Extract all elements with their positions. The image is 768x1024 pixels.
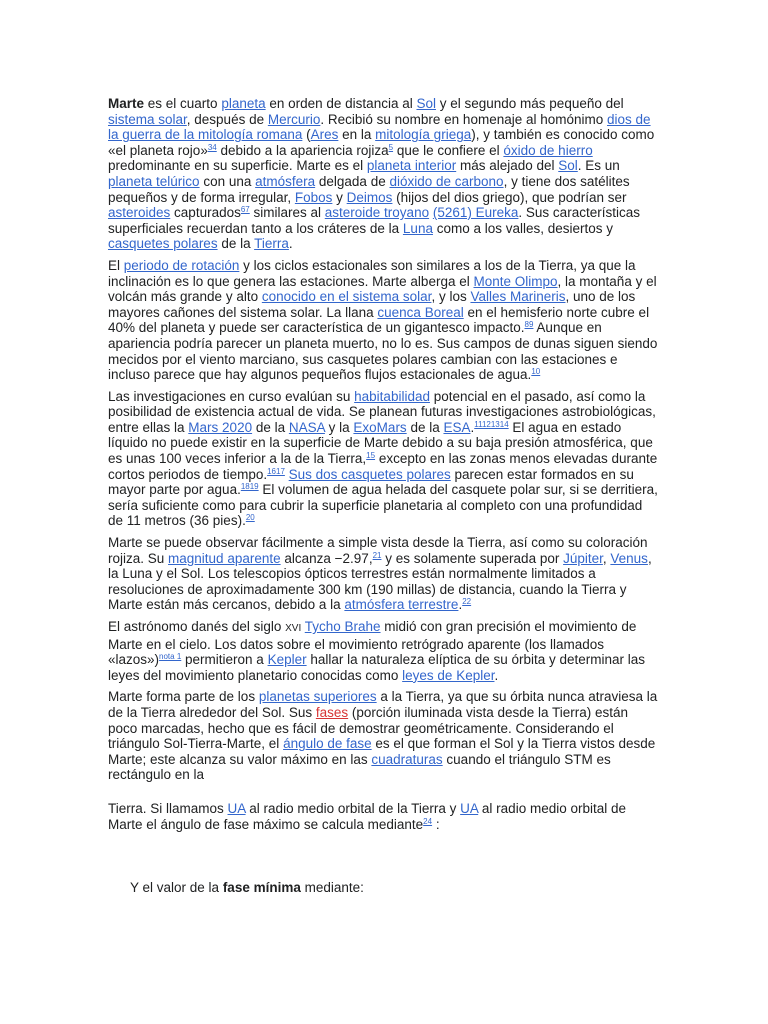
link-júpiter[interactable]: Júpiter [563, 550, 603, 566]
reference-link[interactable]: 11121314 [474, 419, 509, 429]
reference-link[interactable]: 67 [240, 205, 250, 215]
reference-link[interactable]: 1617 [267, 466, 285, 476]
link-sistema-solar[interactable]: sistema solar [108, 111, 187, 127]
article-body [108, 96, 660, 896]
reference-superscript [462, 597, 471, 606]
link-planeta[interactable]: planeta [221, 96, 266, 111]
reference-superscript [246, 513, 255, 522]
paragraph-rotation: El periodo de rotación y los ciclos estacionales son similares a los de la Tierra, ya que la inclinación es lo que genera las estaciones. Marte alberga el Monte Olimpo, la montaña y el volcán más grande y alto conocido en el sistema solar, y los Valles Marineris, uno de los mayores cañones del sistema solar. La llana cuenca Boreal en el hemisferio norte cubre el 40% del planeta y puede ser característica de un gigantesco impacto.$^{89}$ Aunque en apariencia podría parecer un planeta muerto, no lo es. Sus campos de dunas siguen siendo mecidos por el viento marciano, sus casquetes polares cambian con las estaciones e incluso parece que hay algunos pequeños flujos estacionales de agua.$^{10}$ [108, 257, 658, 383]
link-5261-eureka[interactable]: (5261) Eureka [432, 205, 519, 221]
link-sus-dos-casquetes-polares[interactable]: Sus dos casquetes polares [288, 466, 451, 482]
link-planeta-interior[interactable]: planeta interior [366, 158, 457, 174]
paragraph-phases: Marte forma parte de los planetas superiores a la Tierra, ya que su órbita nunca atraviesa la de la Tierra alrededor del Sol. Sus fases (porción iluminada vista desde la Tierra) están poco marcadas, hecho que es fácil de demostrar geométricamente. Considerando el triángulo Sol-Tierra-Marte, el ángulo de fase es el que forman el Sol y la Tierra vistos desde Marte; este alcanza su valor máximo en las cuadraturas cuando el triángulo STM es rectángulo en la [108, 689, 658, 783]
bold-term: fase mínima [222, 880, 301, 896]
reference-superscript [267, 467, 285, 476]
paragraph-habitability: Las investigaciones en curso evalúan su habitabilidad potencial en el pasado, así como la posibilidad de existencia actual de vida. Se planean futuras investigaciones astrobiológicas, entre ellas la Mars 2020 de la NASA y la ExoMars de la ESA.$^{11121314}$ El agua en estado líquido no puede existir en la superficie de Marte debido a su baja presión atmosférica, que es unas 100 veces inferior a la de la Tierra,$^{15}$ excepto en las zonas menos elevadas durante cortos periodos de tiempo.$^{1617}$ Sus dos casquetes polares parecen estar formados en su mayor parte por agua.$^{1819}$ El volumen de agua helada del casquete polar sur, si se derritiera, sería suficiente como para cubrir la superficie planetaria al completo con una profundidad de 11 metros (36 pies).$^{20}$ [108, 388, 658, 529]
link-fases[interactable]: fases [315, 704, 349, 720]
link-mitología-griega[interactable]: mitología griega [375, 127, 472, 143]
link-periodo-de-rotación[interactable]: periodo de rotación [123, 257, 240, 273]
link-planeta-telúrico[interactable]: planeta telúrico [108, 173, 200, 189]
link-venus[interactable]: Venus [610, 550, 648, 566]
link-leyes-de-kepler[interactable]: leyes de Kepler [402, 667, 495, 683]
paragraph-intro: Marte es el cuarto planeta en orden de distancia al Sol y el segundo más pequeño del sistema solar, después de Mercurio. Recibió su nombre en homenaje al homónimo dios de la guerra de la mitología romana (Ares en la mitología griega), y también es conocido como «el planeta rojo»$^{34}$ debido a la apariencia rojiza$^5$ que le confiere el óxido de hierro predominante en su superficie. Marte es el planeta interior más alejado del Sol. Es un planeta telúrico con una atmósfera delgada de dióxido de carbono, y tiene dos satélites pequeños y de forma irregular, Fobos y Deimos (hijos del dios griego), que podrían ser asteroides capturados$^{67}$ similares al asteroide troyano (5261) Eureka. Sus características superficiales recuerdan tanto a los cráteres de la Luna como a los valles, desiertos y casquetes polares de la Tierra. [108, 96, 655, 252]
paragraph-tycho-brahe: El astrónomo danés del siglo XVI Tycho Brahe midió con gran precisión el movimiento de Marte en el cielo. Los datos sobre el movimiento retrógrado aparente (los llamados «lazos»)$^{nota 1}$ permitieron a Kepler hallar la naturaleza elíptica de su órbita y determinar las leyes del movimiento planetario conocidas como leyes de Kepler. [108, 619, 646, 683]
reference-superscript [208, 143, 217, 152]
link-ángulo-de-fase[interactable]: ángulo de fase [283, 736, 372, 752]
link-cuadraturas[interactable]: cuadraturas [371, 751, 443, 767]
link-tierra[interactable]: Tierra [254, 236, 289, 252]
reference-link[interactable]: 22 [462, 597, 472, 607]
link-esa[interactable]: ESA [443, 419, 471, 435]
link-dios-de-la-guerra-de-la-mitología-romana[interactable]: dios de la guerra de la mitología romana [108, 111, 651, 143]
reference-superscript [373, 551, 382, 560]
link-habitabilidad[interactable]: habitabilidad [354, 388, 430, 404]
link-dióxido-de-carbono[interactable]: dióxido de carbono [389, 173, 504, 189]
link-sol[interactable]: Sol [558, 158, 578, 174]
link-asteroides[interactable]: asteroides [108, 205, 171, 221]
link-ares[interactable]: Ares [310, 127, 339, 143]
link-fobos[interactable]: Fobos [294, 189, 333, 205]
reference-superscript [241, 482, 259, 491]
link-ua[interactable]: UA [460, 800, 479, 816]
link-monte-olimpo[interactable]: Monte Olimpo [473, 273, 558, 289]
link-ua[interactable]: UA [227, 800, 246, 816]
reference-link[interactable]: 21 [372, 550, 382, 560]
reference-superscript [423, 817, 432, 826]
link-mars-2020[interactable]: Mars 2020 [188, 419, 253, 435]
link-óxido-de-hierro[interactable]: óxido de hierro [503, 142, 593, 158]
link-valles-marineris[interactable]: Valles Marineris [470, 289, 566, 305]
reference-superscript [159, 652, 181, 661]
reference-superscript [525, 320, 534, 329]
link-luna[interactable]: Luna [402, 220, 433, 236]
link-asteroide-troyano[interactable]: asteroide troyano [324, 205, 430, 221]
reference-superscript [531, 367, 540, 376]
reference-link[interactable]: 20 [245, 513, 255, 523]
reference-link[interactable]: 1819 [240, 482, 259, 492]
paragraph-phase-angle: Tierra. Si llamamos UA al radio medio orbital de la Tierra y UA al radio medio orbital de Marte el ángulo de fase máximo se calcula mediante$^{24}$ : [108, 800, 627, 832]
link-sol[interactable]: Sol [416, 96, 436, 111]
link-deimos[interactable]: Deimos [346, 189, 393, 205]
link-tycho-brahe[interactable]: Tycho Brahe [304, 619, 381, 634]
reference-link[interactable]: 10 [531, 367, 541, 377]
link-exomars[interactable]: ExoMars [353, 419, 407, 435]
link-mercurio[interactable]: Mercurio [267, 111, 321, 127]
paragraph-minimum-phase: Y el valor de la fase mínima mediante: [130, 880, 364, 896]
reference-link[interactable]: 15 [366, 451, 376, 461]
link-planetas-superiores[interactable]: planetas superiores [258, 689, 377, 705]
reference-superscript [389, 143, 393, 152]
reference-superscript [366, 451, 375, 460]
paragraph-observation: Marte se puede observar fácilmente a simple vista desde la Tierra, así como su coloración rojiza. Su magnitud aparente alcanza −2.97,21 y es solamente superada por Júpiter, Venus, la Luna y el Sol. Los telescopios ópticos terrestres están normalmente limitados a resoluciones de aproximadamente 300 km (190 millas) de distancia, cuando la Tierra y Marte están más cercanos, debido a la atmósfera terrestre.$^{22}$ [108, 535, 652, 613]
link-cuenca-boreal[interactable]: cuenca Boreal [377, 304, 464, 320]
link-casquetes-polares[interactable]: casquetes polares [108, 236, 218, 252]
reference-link[interactable]: 34 [207, 142, 217, 152]
reference-superscript [474, 420, 508, 429]
link-magnitud-aparente[interactable]: magnitud aparente [168, 550, 281, 566]
reference-link[interactable]: 5 [388, 142, 394, 152]
link-kepler[interactable]: Kepler [267, 652, 307, 668]
bold-term: Marte [108, 96, 145, 111]
link-atmósfera-terrestre[interactable]: atmósfera terrestre [344, 597, 459, 613]
reference-link[interactable]: 24 [423, 816, 433, 826]
reference-link[interactable]: 89 [524, 320, 534, 330]
century-numeral: XVI [285, 623, 302, 634]
reference-link[interactable]: nota 1 [159, 652, 182, 662]
link-atmósfera[interactable]: atmósfera [255, 173, 316, 189]
link-nasa[interactable]: NASA [288, 419, 325, 435]
link-conocido-en-el-sistema-solar[interactable]: conocido en el sistema solar [261, 289, 432, 305]
reference-superscript [241, 205, 250, 214]
